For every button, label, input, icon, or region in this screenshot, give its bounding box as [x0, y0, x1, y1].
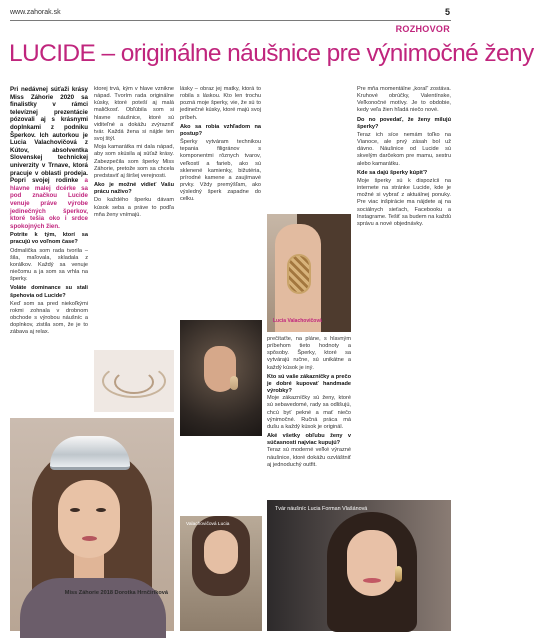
lead-rest: a hlavne malej dcérke sa pod značkou Lucide venuje práve výrobe jedinečných šperkov, ktoré tešia oko i srdce spokojných žien.	[10, 177, 88, 230]
article-column-4	[267, 336, 351, 496]
miss-portrait-photo	[10, 418, 174, 631]
dark-portrait-photo	[180, 320, 262, 436]
interview-question: Voláte dominance su stali špehovia od Lucide?	[10, 285, 88, 299]
column-1-body	[10, 232, 88, 336]
article-column-2	[94, 86, 174, 348]
interview-question: Ako sa robia vzhľadom na postup?	[180, 123, 261, 137]
section-label: ROZHOVOR	[395, 24, 450, 34]
body-paragraph: Moje zákazníčky sú ženy, ktoré sú sebavedomé, rady sa odlišujú, chcú byť pekné a mať niečo výnimočné. Ručná práca má dušu a každý kúsok je originál.	[267, 395, 351, 430]
pendant-shape	[287, 254, 311, 294]
eye-shape	[70, 508, 80, 512]
lead-intro: Pri nedávnej súťaži krásy Miss Záhorie 2020 sa finalistky v rámci televíznej prezentácie pózovali aj s krásnymi doplnkami z podniku Šperkov. Ich autorkou je Lucia Valachovičová z Kútov, absolventka Slovenskej technickej univerzity v Trnave, ktorá pracuje v oblasti prodeja. Popri svojej rodinke	[10, 86, 88, 185]
author-necklace-photo	[267, 214, 351, 332]
body-paragraph: Moja kamarátka mi dala nápad, aby som skúsila aj súťaž krásy. Zabezpečila som šperky Miss Záhorie, pretože som sa chcela predstaviť aj širšej verejnosti.	[94, 144, 174, 179]
page-number: 5	[444, 7, 450, 17]
body-paragraph: lásky – obraz jej matky, ktorá to robila s láskou. Kto len trochu pozná moje šperky, vie, že sú to jedinečné kúsky, ktoré majú svoj príbeh.	[180, 86, 261, 121]
article-column-5	[357, 86, 451, 541]
interview-question: Kto sú vaše zákazníčky a prečo je dobré kupovať handmade výrobky?	[267, 373, 351, 395]
crown-shape	[50, 436, 130, 470]
interview-question: Kde sa dajú šperky kúpiť?	[357, 169, 428, 176]
photo-caption: Valachovičová Lucia	[186, 522, 230, 527]
header-url: www.zahorak.sk	[10, 9, 61, 16]
body-paragraph: Moje šperky sú k dispozícii na internete na stránke Lucide, kde je možné si vybrať z aktuálnej ponuky. Pre viac inšpirácie ma nájdete aj na sociálnych sieťach, Facebooku a Instagrame. Tešiť sa budem na každú správu a nové objednávky.	[357, 177, 451, 227]
lips-shape	[363, 578, 381, 583]
body-paragraph: Pre mňa momentálne „koral“ zostáva. Kruhové obrúčky, Valentínske, Veľkonočné motívy. Je to obdobie, kedy veľa žien hľadá niečo nové.	[357, 86, 451, 114]
article-column-3	[180, 86, 261, 296]
necklace-detail-photo	[94, 350, 174, 412]
eye-shape	[96, 508, 106, 512]
photo-caption: Miss Záhorie 2018 Dorotka Hrnčiríková	[64, 590, 168, 596]
face-shape	[58, 480, 120, 558]
face-shape	[204, 530, 238, 574]
earring-shape	[230, 376, 238, 390]
lips-shape	[82, 536, 97, 541]
body-paragraph: Odmalička som rada tvorila – šila, maľovala, skladala z korálkov. Každý sa venuje niečomu a ja som sa vrhla na šperky.	[10, 247, 88, 283]
header-rule	[10, 20, 451, 21]
article-headline: LUCIDE – originálne náušnice pre výnimočné ženy	[9, 40, 534, 67]
article-column-1	[10, 86, 88, 416]
lead-paragraph	[10, 86, 88, 230]
photo-caption: Lucia Valachovičová	[273, 318, 322, 324]
body-paragraph: Do každého šperku dávam kúsok seba a práve to podľa mňa ženy vnímajú.	[94, 197, 174, 218]
bottom-portrait-photo	[180, 516, 262, 631]
body-paragraph: ktorej trvá, kým v hlave vznikne nápad. Tvorím rada originálne kúsky, ktoré poteší aj malá maličkosť. Obľúbila som si hlavne náušnice, ktoré sú viditeľné a dokážu zvýrazniť tvár. Každá žena si nájde ten svoj štýl.	[94, 86, 174, 143]
interview-question: Aké všetky obľubu ženy v súčasnosti najviac kupujú?	[267, 433, 351, 447]
body-paragraph: Teraz ich síce nemám toľko na Vianoce, ale prvý zásah bol už dávno. Náušnice od Lucide sú skvelým darčekom pre mamu, sestru alebo kamarátku.	[357, 131, 451, 167]
interview-question: Potrite k tým, ktorí sa pracujú vo voľnom čase?	[10, 232, 88, 246]
body-paragraph: Keď som sa pred niekoľkými rokmi zohnala v drobnom obchode s výrobou náušníc a doplnkov, zistila som, že je to zábava aj relax.	[10, 300, 88, 336]
interview-question: Do no povedať, že ženy milujú šperky?	[357, 116, 451, 130]
body-paragraph: Šperky vytváram technikou tepania filigránov s komponentmi rôznych tvarov, veľkostí a farieb, ako sú sklenené kamienky, bižutéria, prírodné kamene a zaujímavé prvky. Vždy premýšľam, ako výsledný šperk zapadne do celku.	[180, 139, 261, 203]
photo-caption: Tvár náušníc Lucia Forman Vlašánová	[275, 506, 368, 512]
interview-question: Ako je možné vidieť Vašu prácu naživo?	[94, 182, 174, 196]
dress-shape	[20, 578, 166, 638]
face-shape	[347, 530, 397, 596]
earring-shape	[395, 566, 402, 582]
body-paragraph: Teraz sú moderné veľké výrazné náušnice, ktoré dokážu ozvláštniť aj jednoduchý outfit.	[267, 447, 351, 468]
body-paragraph: prečítaťte, na pláne, s hlavným príbehom tieto hodnoty a spôsoby. Šperky, ktoré sa vytvárajú ručne, sú unikátne a každý kúsok je iný.	[267, 336, 351, 371]
necklace-shape	[114, 370, 154, 394]
model-earring-photo	[267, 500, 451, 631]
